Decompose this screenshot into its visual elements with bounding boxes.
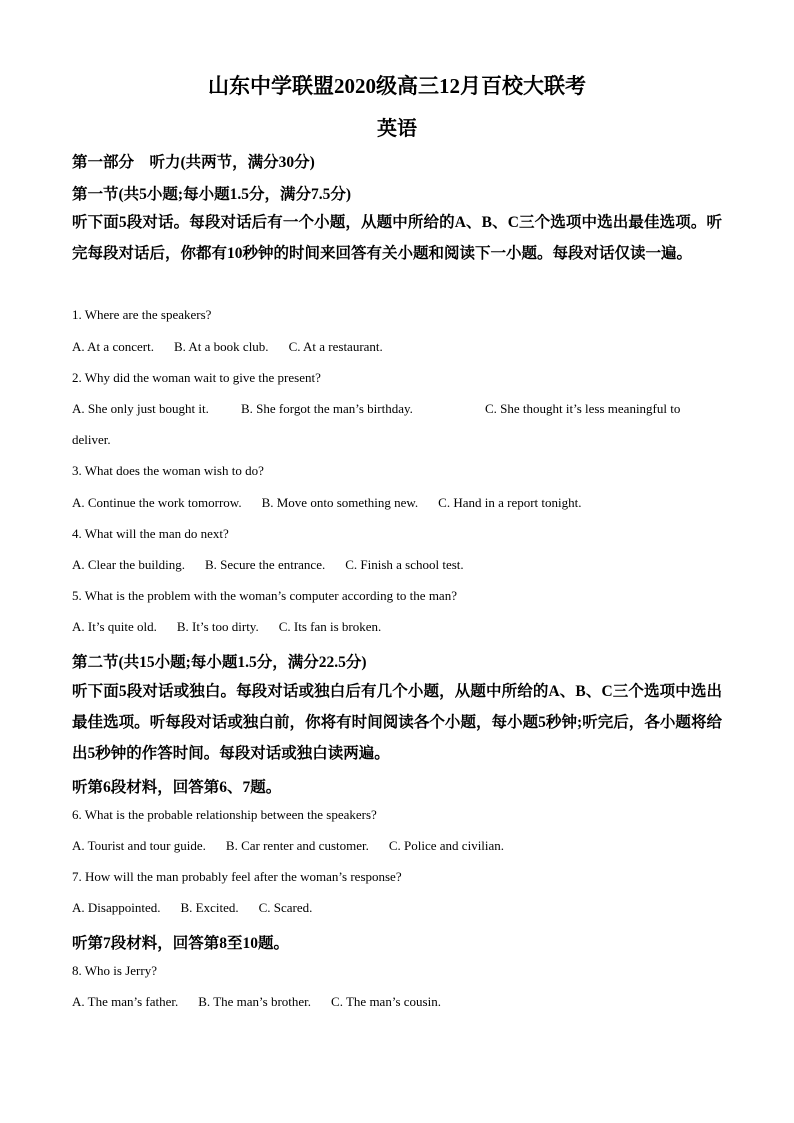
section1-instructions: 听下面5段对话。每段对话后有一个小题，从题中所给的A、B、C三个选项中选出最佳选项。听完每段对话后，你都有10秒钟的时间来回答有关小题和阅读下一小题。每段对话仅读一遍。	[72, 214, 722, 262]
question-3-options	[72, 495, 722, 511]
option-c: C. Hand in a report tonight.	[438, 495, 582, 510]
option-c: C. At a restaurant.	[288, 339, 383, 354]
question-5-options	[72, 619, 722, 635]
option-c: C. Its fan is broken.	[278, 619, 382, 634]
question-7: 7. How will the man probably feel after the woman’s response?	[72, 869, 402, 884]
option-b: B. At a book club.	[173, 339, 269, 354]
question-1: 1. Where are the speakers?	[72, 307, 212, 322]
option-a: A. At a concert.	[72, 339, 154, 354]
option-b: B. The man’s brother.	[198, 994, 312, 1009]
option-a: A. It’s quite old.	[72, 619, 157, 634]
question-6-options	[72, 838, 722, 854]
option-a: A. She only just bought it.	[72, 401, 209, 416]
option-a: A. Clear the building.	[72, 557, 186, 572]
question-1-options	[72, 339, 722, 355]
question-6: 6. What is the probable relationship between the speakers?	[72, 807, 377, 822]
option-b: B. Move onto something new.	[261, 495, 419, 510]
option-c: C. Finish a school test.	[345, 557, 464, 572]
section2-instructions: 听下面5段对话或独白。每段对话或独白后有几个小题，从题中所给的A、B、C三个选项中选出最佳选项。听每段对话或独白前，你将有时间阅读各个小题，每小题5秒钟;听完后，各小题将给出5秒钟的作答时间。每段对话或独白读两遍。	[72, 683, 722, 762]
option-b: B. Excited.	[180, 900, 239, 915]
question-3: 3. What does the woman wish to do?	[72, 463, 264, 478]
question-2: 2. Why did the woman wait to give the present?	[72, 370, 321, 385]
question-5: 5. What is the problem with the woman’s computer according to the man?	[72, 588, 457, 603]
part1-heading: 第一部分 听力(共两节，满分30分)	[72, 154, 315, 171]
option-b: B. Secure the entrance.	[205, 557, 326, 572]
option-c: C. Police and civilian.	[388, 838, 505, 853]
page-title: 山东中学联盟2020级高三12月百校大联考	[208, 74, 586, 98]
question-4-options	[72, 557, 722, 573]
option-b: B. Car renter and customer.	[225, 838, 369, 853]
option-c: C. She thought it’s less meaningful to	[485, 401, 681, 416]
subject-title: 英语	[377, 118, 417, 140]
section2-heading: 第二节(共15小题;每小题1.5分，满分22.5分)	[72, 654, 367, 671]
question-8-options	[72, 994, 722, 1010]
option-a: A. Continue the work tomorrow.	[72, 495, 242, 510]
question-7-options	[72, 900, 722, 916]
option-a: A. Disappointed.	[72, 900, 161, 915]
option-c-continuation: deliver.	[72, 432, 111, 447]
question-4: 4. What will the man do next?	[72, 526, 229, 541]
option-b: B. She forgot the man’s birthday.	[241, 401, 413, 416]
question-8: 8. Who is Jerry?	[72, 963, 157, 978]
option-b: B. It’s too dirty.	[176, 619, 259, 634]
material-6-heading: 听第6段材料，回答第6、7题。	[72, 779, 282, 796]
option-c: C. Scared.	[258, 900, 313, 915]
section1-heading: 第一节(共5小题;每小题1.5分，满分7.5分)	[72, 186, 351, 203]
option-a: A. The man’s father.	[72, 994, 179, 1009]
material-7-heading: 听第7段材料，回答第8至10题。	[72, 935, 290, 952]
option-c: C. The man’s cousin.	[331, 994, 441, 1009]
option-a: A. Tourist and tour guide.	[72, 838, 206, 853]
